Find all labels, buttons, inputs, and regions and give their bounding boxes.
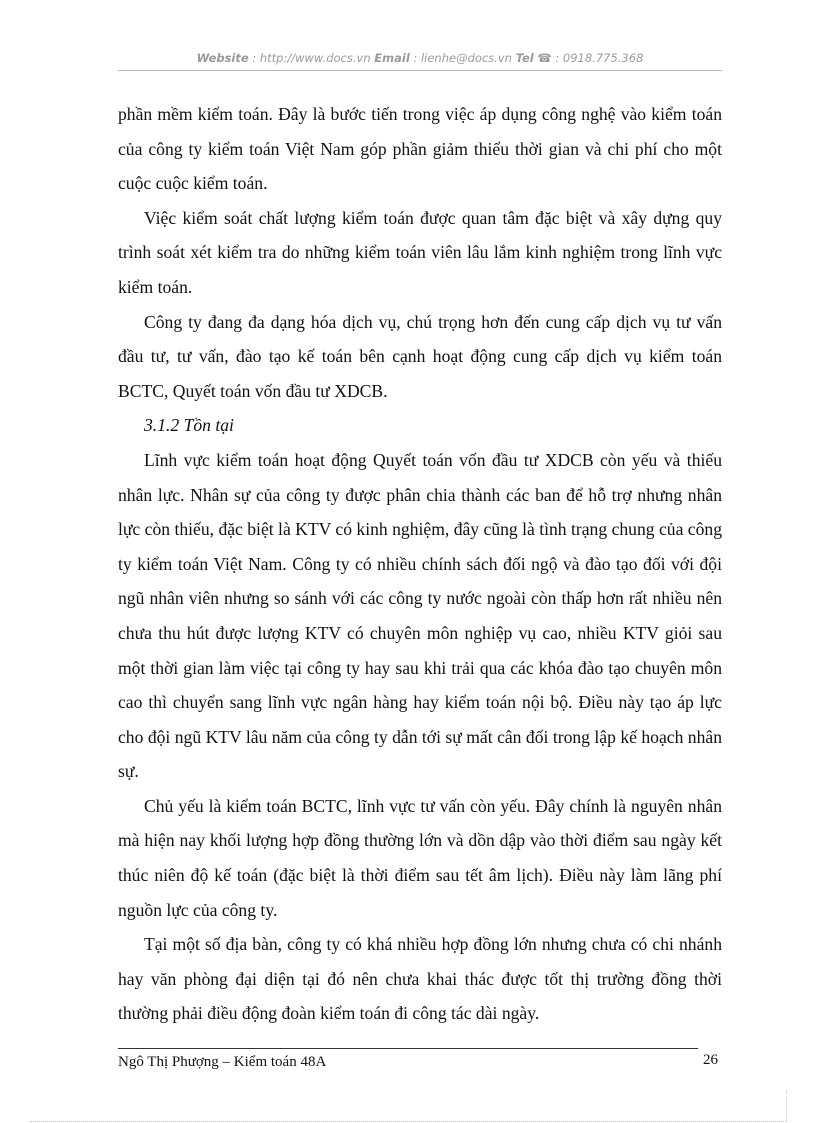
section-heading: 3.1.2 Tồn tại <box>144 415 234 436</box>
email-value[interactable]: : lienhe@docs.vn <box>409 51 516 65</box>
paragraph-branches: Tại một số địa bàn, công ty có khá nhiều hợp đồng lớn nhưng chưa có chi nhánh hay văn phòng đại diện tại đó nên chưa khai thác được tốt thị trường đồng thời thường phải điều động đoàn kiểm toán đi công tác dài ngày. <box>118 934 722 1024</box>
website-value[interactable]: : http://www.docs.vn <box>248 51 375 65</box>
document-body <box>118 97 722 1031</box>
header-divider <box>118 70 722 71</box>
page-border-right <box>786 1090 787 1121</box>
footer-author: Ngô Thị Phượng – Kiểm toán 48A <box>118 1054 327 1070</box>
paragraph-quality-control: Việc kiểm soát chất lượng kiểm toán được quan tâm đặc biệt và xây dựng quy trình soát xét kiểm tra do những kiểm toán viên lâu lắm kinh nghiệm trong lĩnh vực kiểm toán. <box>118 207 722 297</box>
page-header <box>118 51 722 65</box>
phone-icon: ☎ <box>537 51 552 65</box>
paragraph-bctc: Chủ yếu là kiểm toán BCTC, lĩnh vực tư vấn còn yếu. Đây chính là nguyên nhân mà hiện nay khối lượng hợp đồng thường lớn và dồn dập vào thời điểm sau ngày kết thúc niên độ kế toán (đặc biệt là thời điểm sau tết âm lịch). Điều này làm lãng phí nguồn lực của công ty. <box>118 795 722 920</box>
footer-divider <box>118 1048 698 1049</box>
email-label: Email <box>374 51 410 65</box>
paragraph-continuation: phần mềm kiểm toán. Đây là bước tiến trong việc áp dụng công nghệ vào kiểm toán của công ty kiểm toán Việt Nam góp phần giảm thiểu thời gian và chi phí cho một cuộc cuộc kiểm toán. <box>118 104 722 194</box>
page-border-bottom <box>30 1121 786 1122</box>
page-number: 26 <box>703 1052 718 1068</box>
paragraph-diversification: Công ty đang đa dạng hóa dịch vụ, chú trọng hơn đến cung cấp dịch vụ tư vấn đầu tư, tư vấn, đào tạo kế toán bên cạnh hoạt động cung cấp dịch vụ kiểm toán BCTC, Quyết toán vốn đầu tư XDCB. <box>118 311 722 401</box>
tel-value: : 0918.775.368 <box>551 51 644 65</box>
website-label: Website <box>196 51 249 65</box>
tel-label: Tel <box>515 51 534 65</box>
paragraph-staffing: Lĩnh vực kiểm toán hoạt động Quyết toán vốn đầu tư XDCB còn yếu và thiếu nhân lực. Nhân sự của công ty được phân chia thành các ban để hỗ trợ nhưng nhân lực còn thiếu, đặc biệt là KTV có kinh nghiệm, đây cũng là tình trạng chung của công ty kiểm toán Việt Nam. Công ty có nhiều chính sách đối ngộ và đào tạo đối với đội ngũ nhân viên nhưng so sánh với các công ty nước ngoài còn thấp hơn rất nhiều nên chưa thu hút được lượng KTV có chuyên môn nghiệp vụ cao, nhiều KTV giỏi sau một thời gian làm việc tại công ty hay sau khi trải qua các khóa đào tạo chuyên môn cao thì chuyển sang lĩnh vực ngân hàng hay kiểm toán nội bộ. Điều này tạo áp lực cho đội ngũ KTV lâu năm của công ty dẫn tới sự mất cân đối trong lập kế hoạch nhân sự. <box>118 449 722 782</box>
